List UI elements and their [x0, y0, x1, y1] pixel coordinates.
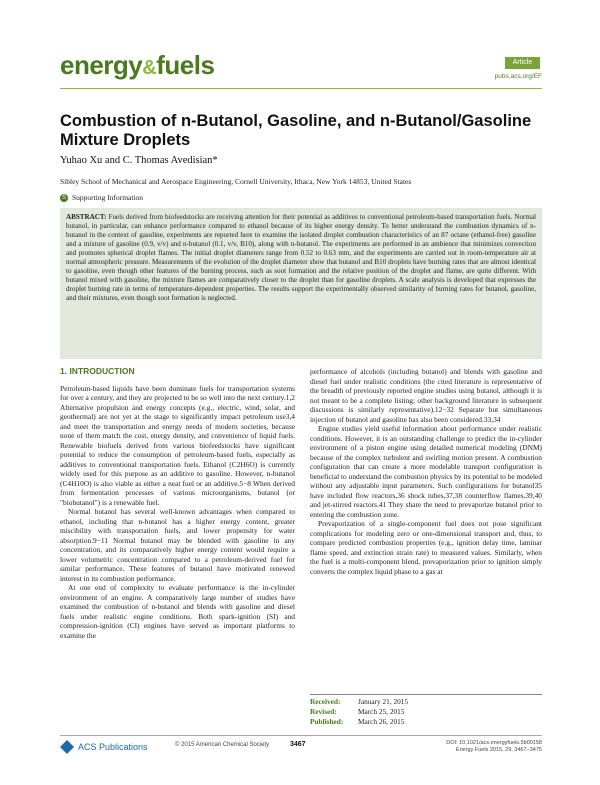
- acs-publications-logo: [60, 740, 148, 754]
- doi-link[interactable]: DOI: 10.1021/acs.energyfuels.5b00158: [446, 740, 542, 746]
- journal-url-link[interactable]: pubs.acs.org/EF: [494, 73, 542, 80]
- supporting-info-label: Supporting Information: [72, 193, 144, 202]
- paragraph: Petroleum-based liquids have been dominate fuels for transportation systems for over a century, and they are projected to be so well into the next century.1,2 Alternative propulsion and energy concepts (e.g., electric, wind, solar, and geothermal) are not yet at the stage to significantly impact petroleum use3,4 and meet the transportation and energy needs of modern societies, because none of them match the cost, energy density, and convenience of liquid fuels. Renewable biofuels derived from various biofeedstocks have significant potential to reduce the consumption of petroleum-based fuels, especially as additives to conventional transportation fuels. Ethanol (C2H6O) is currently widely used for this purpose as an additive to gasoline. However, n-butanol (C4H10O) is also viable as either a neat fuel or an additive.5−8 When derived from fermentation processes of various microorganisms, butanol (or "biobutanol") is a renewable fuel.: [60, 383, 295, 507]
- copyright: © 2015 American Chemical Society: [175, 742, 270, 748]
- article-type-badge: Article: [505, 57, 540, 69]
- abstract-box: [60, 208, 542, 359]
- section-heading: 1. INTRODUCTION: [60, 366, 135, 376]
- footer-divider: [60, 735, 542, 736]
- publisher-name: ACS Publications: [78, 742, 148, 752]
- date-label: Published:: [310, 717, 344, 726]
- paragraph: At one end of complexity to evaluate performance is the in-cylinder environment of an engine. A comparatively large number of studies have examined the combustion of n-butanol and blends with gasoline and diesel fuels under realistic engine conditions. Both spark-ignition (SI) and compression-ignition (CI) engines have served as important platforms to examine the: [60, 583, 295, 640]
- acs-logo-icon: [60, 740, 74, 754]
- journal-logo: energy&fuels: [60, 50, 215, 80]
- header-divider: [60, 88, 542, 89]
- doi-citation: [420, 740, 542, 754]
- affiliation: Sibley School of Mechanical and Aerospace Engineering, Cornell University, Ithaca, New York 14853, United States: [60, 177, 412, 186]
- date-label: Revised:: [310, 707, 337, 716]
- paragraph: performance of alcohols (including butanol) and blends with gasoline and diesel fuel under realistic conditions (the cited literature is representative of the breadth of previously reported engine studies using butanol, although it is not meant to be a complete listing; other background literature in subsequent discussions is similarly representative).12−32 Separate but simultaneous injection of butanol and gasoline has also been considered.33,34: [310, 367, 542, 424]
- abstract-label: ABSTRACT:: [66, 213, 107, 221]
- right-column: [310, 367, 542, 576]
- date-value: January 21, 2015: [358, 697, 409, 706]
- date-value: March 25, 2015: [358, 707, 405, 716]
- date-row: [310, 697, 542, 707]
- citation: Energy Fuels 2015, 29, 3467−3475: [455, 747, 542, 753]
- publication-dates: [310, 694, 542, 727]
- left-column: [60, 367, 295, 640]
- date-row: [310, 717, 542, 727]
- paragraph: Prevaporization of a single-component fuel does not pose significant complications for modeling zero or one-dimensional transport and, thus, to compare predicted combustion properties (e.g., ignition delay time, laminar flame speed, and extinction strain rate) to measured values. Similarly, when the fuel is a multi-component blend, prevaporization prior to ignition simply converts the complex liquid phase to a gas at: [310, 519, 542, 576]
- authors: Yuhao Xu and C. Thomas Avedisian*: [60, 155, 218, 166]
- supporting-info-icon: S: [61, 194, 66, 201]
- paragraph: Engine studies yield useful information about performance under realistic conditions. However, it is an outstanding challenge to predict the in-cylinder environment of a piston engine using detailed numerical modeling (DNM) because of the complex turbulent and swirling motion present. A combustion configuration that can create a more modelable transport configuration is beneficial to understand the combustion physics by its potential to be modeled without any adjustable input parameters. Such configurations for butanol35 have included flow reactors,36 shock tubes,37,38 counterflow flames,39,40 and jet-stirred reactors.41 They share the need to prevaporize butanol prior to entering the combustion zone.: [310, 424, 542, 519]
- date-label: Received:: [310, 697, 341, 706]
- date-value: March 26, 2015: [358, 717, 405, 726]
- paragraph: Normal butanol has several well-known advantages when compared to ethanol, including that n-butanol has a higher energy content, greater miscibility with transportation fuels, and lower propensity for water absorption.9−11 Normal butanol may be blended with gasoline in any concentration, and its comparatively higher energy content would require a lower volumetric concentration compared to a petroleum-derived fuel for similar performance. These features of butanol have motivated renewed interest in its combustion performance.: [60, 507, 295, 583]
- article-title: Combustion of n-Butanol, Gasoline, and n-Butanol/Gasoline Mixture Droplets: [60, 112, 532, 149]
- supporting-information-link[interactable]: [60, 193, 143, 202]
- page-number: 3467: [290, 741, 306, 748]
- abstract-text: Fuels derived from biofeedstocks are receiving attention for their potential as additives to conventional petroleum-based transportation fuels. Normal butanol, in particular, can enhance performance compared to ethanol because of its higher energy density. To better understand the combustion dynamics of n-butanol in the context of gasoline, experiments are reported here to examine the isolated droplet combustion characteristics of an 87 octane (ethanol-free) gasoline and a mixture of gasoline (0.9, v/v) and n-butanol (0.1, v/v, B10), along with n-butanol. The experiments are performed in an ambience that minimizes convection and promotes spherical droplet flames. The initial droplet diameters range from 0.52 to 0.63 mm, and the experiments are carried out in room-temperature air at normal atmospheric pressure. Measurements of the evolution of the droplet diameter show that butanol and B10 droplets have burning rates that are almost identical to gasoline, even though other features of the burning process, such as soot formation and the relative position of the droplet and flame, are quite different. With butanol mixed with gasoline, the mixture flames are comparatively closer to the droplet than for gasoline droplets. A scale analysis is developed that expresses the droplet burning rate in terms of temperature-dependent properties. The results support the experimentally observed similarity of burning rates for butanol, gasoline, and their mixtures, even though soot formation is neglected.: [66, 213, 536, 303]
- date-row: [310, 707, 542, 717]
